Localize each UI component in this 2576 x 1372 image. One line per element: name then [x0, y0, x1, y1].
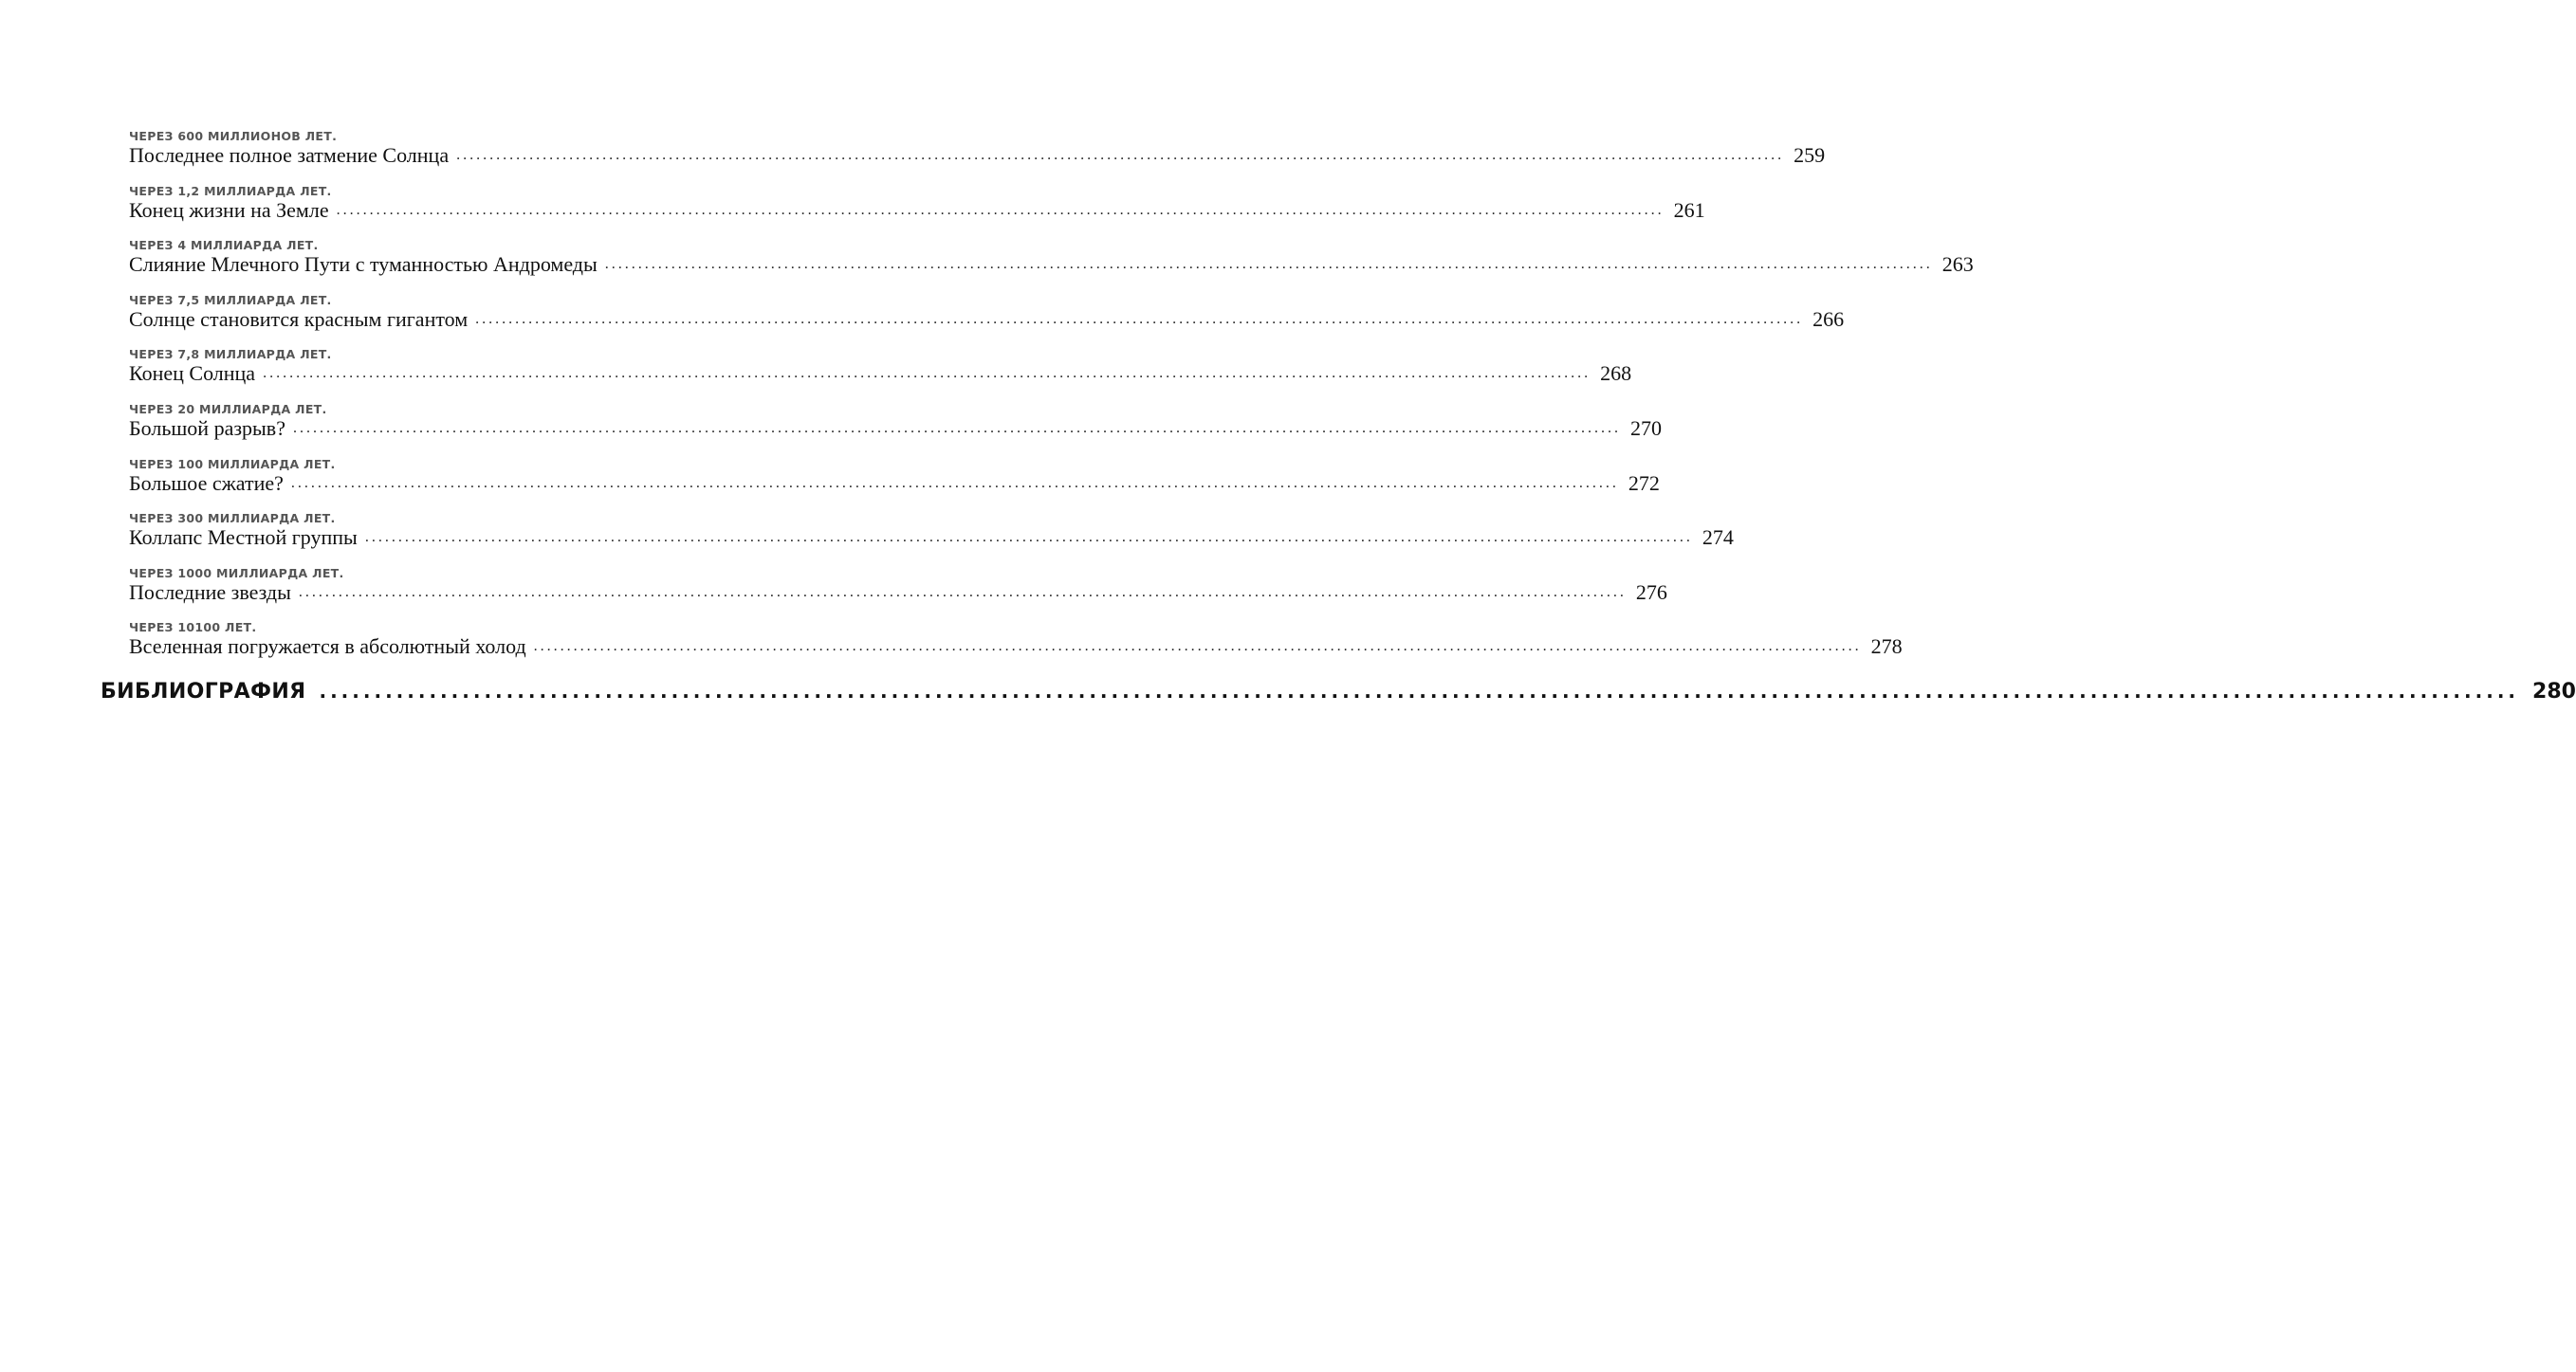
- toc-era-label: ЧЕРЕЗ 7,8 МИЛЛИАРДА ЛЕТ.: [129, 347, 332, 362]
- toc-title: Большое сжатие?: [129, 470, 284, 495]
- dot-leader: ........................................................................................................................................................................................................: [475, 310, 1804, 327]
- table-of-contents: [129, 121, 1974, 668]
- toc-era-label: ЧЕРЕЗ 4 МИЛЛИАРДА ЛЕТ.: [129, 238, 319, 253]
- toc-entry[interactable]: [129, 339, 1632, 394]
- toc-era-label: ЧЕРЕЗ 1,2 МИЛЛИАРДА ЛЕТ.: [129, 183, 332, 198]
- dot-leader: ........................................................................................................................................................................................................: [336, 201, 1665, 218]
- dot-leader: ........................................................................................................................................................................................................: [604, 256, 1933, 273]
- toc-title: Слияние Млечного Пути с туманностью Андромеды: [129, 252, 598, 277]
- toc-title: Последнее полное затмение Солнца: [129, 143, 450, 167]
- bibliography-page-number: 280: [2532, 679, 2576, 704]
- toc-page-number: 274: [1702, 525, 1734, 550]
- toc-entry[interactable]: [129, 503, 1734, 558]
- dot-leader: ........................................................................................................................................................................................................: [290, 474, 1619, 491]
- toc-era-label: ЧЕРЕЗ 100 МИЛЛИАРДА ЛЕТ.: [129, 456, 336, 471]
- toc-page-number: 278: [1870, 634, 1903, 659]
- toc-line: [129, 524, 1734, 551]
- toc-era-label: ЧЕРЕЗ 10100 ЛЕТ.: [129, 620, 257, 635]
- dot-leader: ........................................................................................................................................................................................................: [298, 583, 1627, 600]
- toc-title: Вселенная погружается в абсолютный холод: [129, 634, 526, 659]
- toc-entry[interactable]: [129, 394, 1662, 449]
- dot-leader: ........................................................................................................................................................................................................: [456, 147, 1785, 163]
- toc-era-label: ЧЕРЕЗ 600 МИЛЛИОНОВ ЛЕТ.: [129, 129, 338, 143]
- toc-entry[interactable]: [129, 449, 1660, 504]
- toc-era-label: ЧЕРЕЗ 1000 МИЛЛИАРДА ЛЕТ.: [129, 565, 344, 580]
- toc-line: [129, 306, 1845, 333]
- toc-page-number: 268: [1600, 361, 1632, 386]
- toc-page-number: 261: [1673, 197, 1705, 222]
- toc-line: [129, 633, 1903, 660]
- bibliography-entry[interactable]: [101, 677, 2576, 705]
- toc-era-label: ЧЕРЕЗ 20 МИЛЛИАРДА ЛЕТ.: [129, 401, 327, 416]
- toc-page-number: 272: [1628, 470, 1660, 495]
- toc-page-number: 259: [1794, 143, 1826, 167]
- toc-entry[interactable]: [129, 176, 1705, 231]
- toc-title: Конец Солнца: [129, 361, 256, 386]
- dot-leader: ........................................................................................................................................................................................................: [319, 680, 2520, 703]
- dot-leader: ........................................................................................................................................................................................................: [533, 638, 1862, 655]
- toc-page-number: 276: [1635, 579, 1667, 604]
- toc-entry[interactable]: [129, 613, 1903, 668]
- toc-title: Конец жизни на Земле: [129, 197, 329, 222]
- toc-entry[interactable]: [129, 285, 1845, 340]
- toc-entry[interactable]: [129, 121, 1826, 176]
- toc-page-number: 270: [1629, 415, 1662, 440]
- toc-entry[interactable]: [129, 558, 1667, 613]
- toc-title: Последние звезды: [129, 579, 291, 604]
- toc-line: [129, 197, 1705, 224]
- toc-line: [129, 360, 1632, 387]
- dot-leader: ........................................................................................................................................................................................................: [292, 419, 1621, 436]
- toc-title: Коллапс Местной группы: [129, 525, 358, 550]
- toc-page-number: 263: [1941, 252, 1974, 277]
- toc-page-number: 266: [1812, 306, 1845, 331]
- bibliography-title: БИБЛИОГРАФИЯ: [101, 679, 306, 704]
- toc-line: [129, 415, 1662, 442]
- toc-line: [129, 579, 1667, 606]
- toc-line: [129, 142, 1826, 169]
- toc-line: [129, 470, 1660, 497]
- toc-entry[interactable]: [129, 230, 1974, 285]
- toc-title: Большой разрыв?: [129, 415, 285, 440]
- toc-era-label: ЧЕРЕЗ 300 МИЛЛИАРДА ЛЕТ.: [129, 511, 336, 526]
- dot-leader: ........................................................................................................................................................................................................: [364, 529, 1693, 546]
- dot-leader: ........................................................................................................................................................................................................: [263, 365, 1592, 382]
- toc-line: [129, 251, 1974, 278]
- toc-title: Солнце становится красным гигантом: [129, 306, 469, 331]
- toc-era-label: ЧЕРЕЗ 7,5 МИЛЛИАРДА ЛЕТ.: [129, 292, 332, 307]
